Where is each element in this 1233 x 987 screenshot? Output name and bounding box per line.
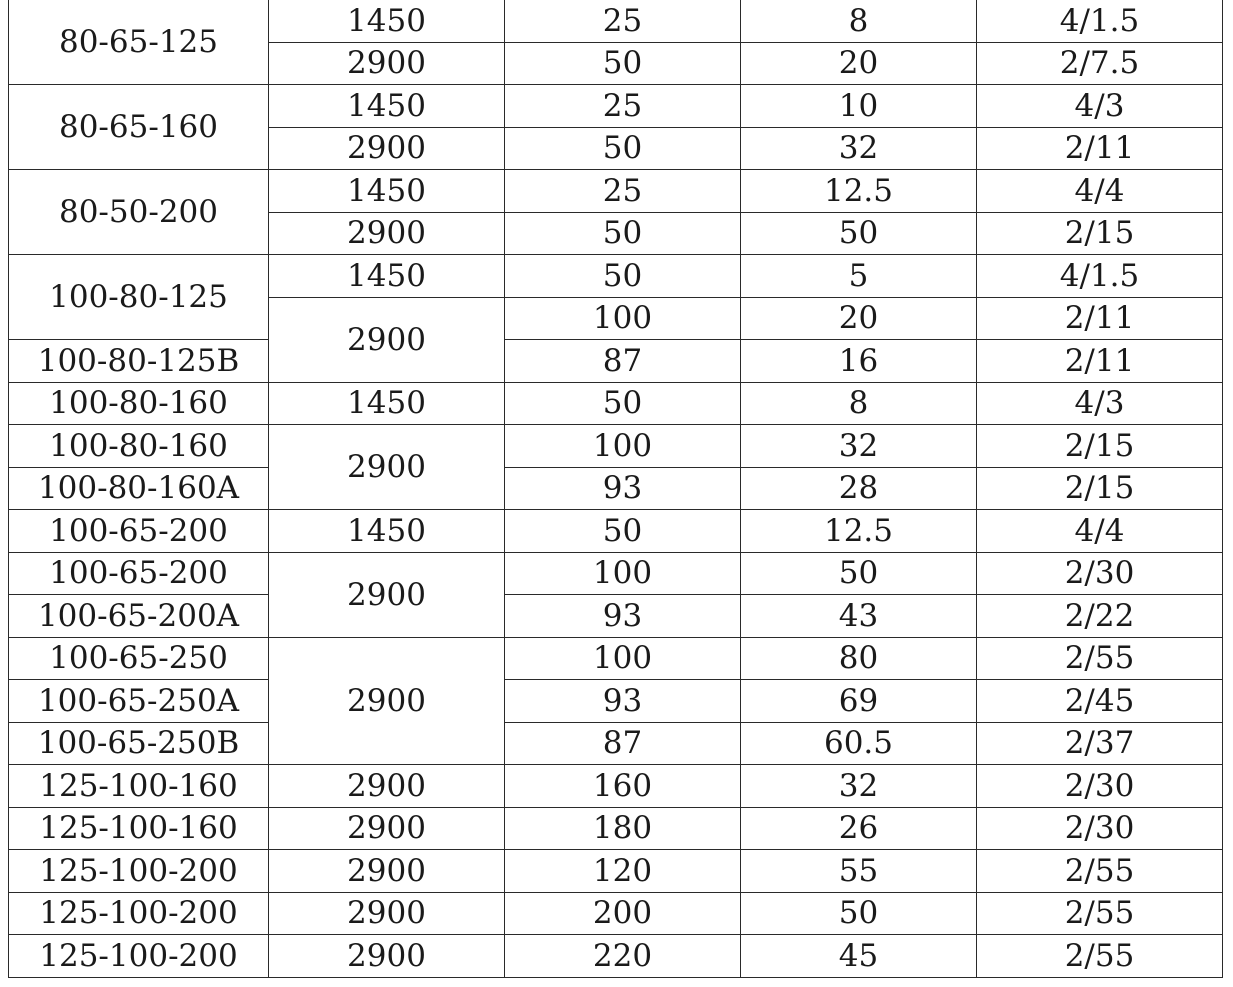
speed-cell: 1450: [269, 255, 505, 298]
model-cell: 100-80-125B: [9, 340, 269, 383]
head-cell: 69: [741, 680, 977, 723]
head-cell: 20: [741, 297, 977, 340]
speed-cell: 2900: [269, 765, 505, 808]
head-cell: 16: [741, 340, 977, 383]
model-cell: 100-80-160A: [9, 467, 269, 510]
head-cell: 43: [741, 595, 977, 638]
table-row: [9, 765, 1223, 808]
poles-power-cell: 2/55: [977, 637, 1223, 680]
flow-cell: 100: [505, 552, 741, 595]
speed-cell: 2900: [269, 850, 505, 893]
poles-power-cell: 2/22: [977, 595, 1223, 638]
flow-cell: 25: [505, 0, 741, 42]
flow-cell: 50: [505, 42, 741, 85]
flow-cell: 87: [505, 722, 741, 765]
table-row: [9, 255, 1223, 298]
flow-cell: 220: [505, 935, 741, 978]
poles-power-cell: 2/30: [977, 552, 1223, 595]
speed-cell: 2900: [269, 42, 505, 85]
flow-cell: 25: [505, 85, 741, 128]
head-cell: 28: [741, 467, 977, 510]
poles-power-cell: 2/30: [977, 807, 1223, 850]
model-cell: 100-65-200: [9, 552, 269, 595]
model-cell: 125-100-200: [9, 850, 269, 893]
poles-power-cell: 2/45: [977, 680, 1223, 723]
head-cell: 55: [741, 850, 977, 893]
model-cell: 100-65-250: [9, 637, 269, 680]
model-cell: 125-100-200: [9, 935, 269, 978]
table-row: [9, 510, 1223, 553]
poles-power-cell: 2/11: [977, 297, 1223, 340]
flow-cell: 180: [505, 807, 741, 850]
table-row: [9, 637, 1223, 680]
table-row: [9, 807, 1223, 850]
flow-cell: 120: [505, 850, 741, 893]
flow-cell: 100: [505, 425, 741, 468]
poles-power-cell: 2/15: [977, 212, 1223, 255]
flow-cell: 50: [505, 127, 741, 170]
table-row: [9, 680, 1223, 723]
model-cell: 100-65-250A: [9, 680, 269, 723]
flow-cell: 50: [505, 212, 741, 255]
speed-cell: 2900: [269, 297, 505, 382]
poles-power-cell: 2/11: [977, 340, 1223, 383]
head-cell: 32: [741, 765, 977, 808]
speed-cell: 1450: [269, 382, 505, 425]
model-cell: 100-65-200A: [9, 595, 269, 638]
flow-cell: 160: [505, 765, 741, 808]
head-cell: 12.5: [741, 510, 977, 553]
flow-cell: 100: [505, 637, 741, 680]
model-cell: 80-65-160: [9, 85, 269, 170]
model-cell: 125-100-200: [9, 892, 269, 935]
table-row: [9, 595, 1223, 638]
table-row: [9, 0, 1223, 42]
flow-cell: 93: [505, 467, 741, 510]
head-cell: 60.5: [741, 722, 977, 765]
flow-cell: 93: [505, 595, 741, 638]
flow-cell: 50: [505, 382, 741, 425]
poles-power-cell: 4/4: [977, 510, 1223, 553]
table-row: [9, 85, 1223, 128]
pump-spec-table-body: [9, 0, 1223, 977]
table-row: [9, 722, 1223, 765]
head-cell: 32: [741, 425, 977, 468]
head-cell: 45: [741, 935, 977, 978]
flow-cell: 200: [505, 892, 741, 935]
model-cell: 100-80-125: [9, 255, 269, 340]
poles-power-cell: 2/30: [977, 765, 1223, 808]
head-cell: 8: [741, 382, 977, 425]
poles-power-cell: 2/11: [977, 127, 1223, 170]
flow-cell: 25: [505, 170, 741, 213]
head-cell: 20: [741, 42, 977, 85]
table-row: [9, 425, 1223, 468]
poles-power-cell: 4/3: [977, 85, 1223, 128]
poles-power-cell: 2/55: [977, 935, 1223, 978]
head-cell: 5: [741, 255, 977, 298]
head-cell: 50: [741, 892, 977, 935]
model-cell: 100-65-250B: [9, 722, 269, 765]
model-cell: 80-50-200: [9, 170, 269, 255]
speed-cell: 2900: [269, 935, 505, 978]
model-cell: 125-100-160: [9, 807, 269, 850]
poles-power-cell: 2/15: [977, 425, 1223, 468]
speed-cell: 2900: [269, 212, 505, 255]
poles-power-cell: 2/37: [977, 722, 1223, 765]
table-row: [9, 170, 1223, 213]
model-cell: 125-100-160: [9, 765, 269, 808]
head-cell: 10: [741, 85, 977, 128]
speed-cell: 2900: [269, 552, 505, 637]
speed-cell: 2900: [269, 127, 505, 170]
flow-cell: 100: [505, 297, 741, 340]
model-cell: 80-65-125: [9, 0, 269, 85]
speed-cell: 1450: [269, 85, 505, 128]
flow-cell: 87: [505, 340, 741, 383]
poles-power-cell: 2/55: [977, 850, 1223, 893]
poles-power-cell: 4/4: [977, 170, 1223, 213]
speed-cell: 1450: [269, 170, 505, 213]
head-cell: 32: [741, 127, 977, 170]
table-row: [9, 850, 1223, 893]
head-cell: 50: [741, 552, 977, 595]
table-row: [9, 892, 1223, 935]
poles-power-cell: 2/55: [977, 892, 1223, 935]
model-cell: 100-80-160: [9, 382, 269, 425]
flow-cell: 93: [505, 680, 741, 723]
speed-cell: 1450: [269, 0, 505, 42]
flow-cell: 50: [505, 255, 741, 298]
poles-power-cell: 2/7.5: [977, 42, 1223, 85]
speed-cell: 2900: [269, 892, 505, 935]
head-cell: 26: [741, 807, 977, 850]
table-row: [9, 340, 1223, 383]
poles-power-cell: 4/1.5: [977, 0, 1223, 42]
table-row: [9, 467, 1223, 510]
head-cell: 12.5: [741, 170, 977, 213]
speed-cell: 2900: [269, 425, 505, 510]
head-cell: 80: [741, 637, 977, 680]
model-cell: 100-65-200: [9, 510, 269, 553]
table-row: [9, 552, 1223, 595]
head-cell: 50: [741, 212, 977, 255]
speed-cell: 2900: [269, 807, 505, 850]
pump-spec-table: [8, 0, 1223, 978]
table-row: [9, 382, 1223, 425]
poles-power-cell: 4/3: [977, 382, 1223, 425]
speed-cell: 1450: [269, 510, 505, 553]
poles-power-cell: 2/15: [977, 467, 1223, 510]
poles-power-cell: 4/1.5: [977, 255, 1223, 298]
model-cell: 100-80-160: [9, 425, 269, 468]
head-cell: 8: [741, 0, 977, 42]
table-row: [9, 935, 1223, 978]
speed-cell: 2900: [269, 637, 505, 765]
flow-cell: 50: [505, 510, 741, 553]
